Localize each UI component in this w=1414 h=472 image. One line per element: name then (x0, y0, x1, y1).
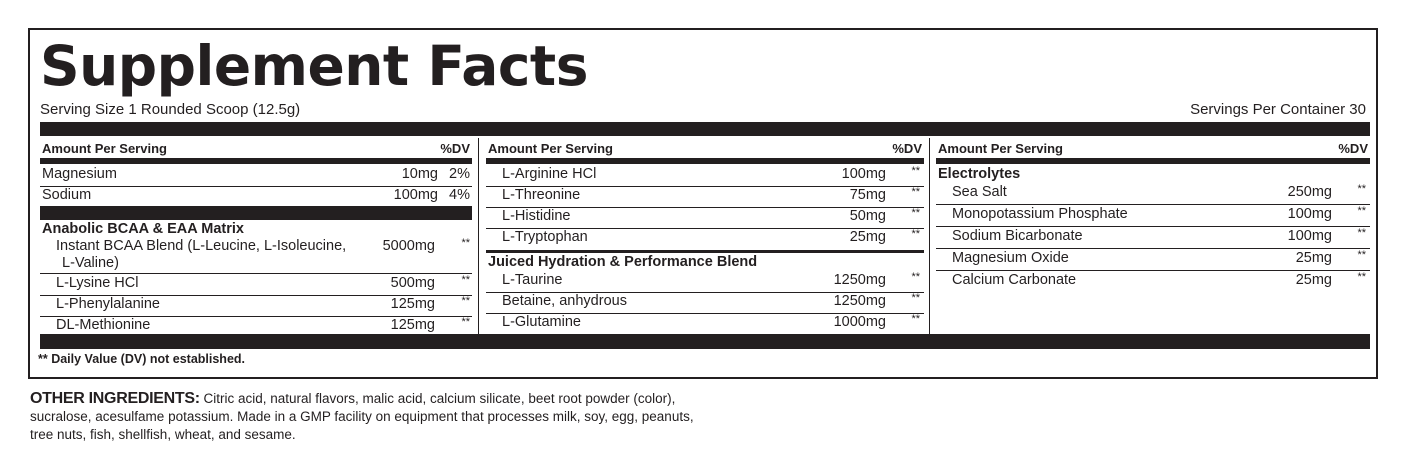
ingredient-name-continued: L-Valine) (62, 255, 119, 271)
ingredient-dv: ** (911, 186, 920, 198)
ingredient-dv: ** (1357, 271, 1366, 283)
ingredient-dv: ** (1357, 183, 1366, 195)
amount-header: Amount Per Serving (488, 141, 613, 156)
header-rule (936, 158, 1370, 164)
other-ingredients-line1: Citric acid, natural flavors, malic acid, calcium silicate, beet root powder (color), (199, 391, 676, 406)
ingredient-row (40, 237, 472, 274)
servings-per-container: Servings Per Container 30 (1190, 101, 1366, 118)
ingredient-amount: 5000mg (382, 238, 435, 254)
ingredient-dv: ** (911, 271, 920, 283)
dv-header: %DV (892, 141, 922, 156)
ingredient-name: Sodium Bicarbonate (952, 228, 1083, 244)
ingredient-row (936, 205, 1370, 227)
section-heading-bcaa: Anabolic BCAA & EAA Matrix (42, 221, 244, 237)
ingredient-row (40, 274, 472, 296)
ingredient-dv: ** (911, 207, 920, 219)
ingredient-name: DL-Methionine (56, 317, 151, 333)
ingredient-row (936, 249, 1370, 271)
ingredient-row (486, 186, 924, 208)
ingredient-row (486, 271, 924, 293)
ingredient-amount: 125mg (390, 317, 435, 333)
ingredient-amount: 25mg (849, 229, 886, 245)
ingredient-dv: ** (1357, 227, 1366, 239)
nutrient-row (40, 165, 472, 187)
nutrient-amount: 10mg (401, 166, 438, 182)
section-heading-hydration: Juiced Hydration & Performance Blend (488, 254, 758, 270)
ingredient-name: L-Phenylalanine (56, 296, 160, 312)
ingredient-name: Monopotassium Phosphate (952, 206, 1128, 222)
ingredient-name: Betaine, anhydrous (502, 293, 627, 309)
ingredient-name: Instant BCAA Blend (L-Leucine, L-Isoleucine, (56, 238, 347, 254)
nutrient-dv: 2% (449, 166, 470, 182)
ingredient-amount: 25mg (1295, 250, 1332, 266)
column-2-header (486, 138, 924, 158)
column-divider (478, 138, 479, 334)
column-divider (929, 138, 930, 334)
amount-header: Amount Per Serving (42, 141, 167, 156)
ingredient-amount: 250mg (1287, 184, 1332, 200)
other-ingredients-line3: tree nuts, fish, shellfish, wheat, and sesame. (30, 427, 296, 442)
section-heading-electrolytes: Electrolytes (938, 166, 1021, 182)
ingredient-dv: ** (461, 295, 470, 307)
column-2 (486, 138, 924, 334)
dv-header: %DV (1338, 141, 1368, 156)
ingredient-name: L-Histidine (502, 208, 571, 224)
column-3 (936, 138, 1370, 334)
ingredient-amount: 100mg (841, 166, 886, 182)
dv-header: %DV (440, 141, 470, 156)
ingredient-dv: ** (1357, 205, 1366, 217)
ingredient-amount: 25mg (1295, 272, 1332, 288)
ingredient-name: L-Taurine (502, 272, 563, 288)
column-3-header (936, 138, 1370, 158)
top-thick-rule (40, 122, 1370, 136)
section-rule (486, 250, 924, 253)
other-ingredients (30, 390, 730, 444)
supplement-facts-panel (28, 28, 1378, 379)
other-ingredients-line2: sucralose, acesulfame potassium. Made in a GMP facility on equipment that processes milk, soy, egg, peanuts, (30, 409, 694, 424)
ingredient-amount: 100mg (1287, 228, 1332, 244)
section-thick-rule (40, 206, 472, 220)
ingredient-dv: ** (911, 228, 920, 240)
ingredient-name: L-Threonine (502, 187, 581, 203)
amount-header: Amount Per Serving (938, 141, 1063, 156)
ingredient-amount: 500mg (390, 275, 435, 291)
ingredient-dv: ** (911, 313, 920, 325)
nutrient-dv: 4% (449, 187, 470, 203)
ingredient-name: Calcium Carbonate (952, 272, 1077, 288)
ingredient-dv: ** (1357, 249, 1366, 261)
header-rule (486, 158, 924, 164)
ingredient-row (486, 228, 924, 249)
ingredient-name: Sea Salt (952, 184, 1007, 200)
ingredient-name: L-Tryptophan (502, 229, 588, 245)
ingredient-row (486, 165, 924, 187)
ingredient-dv: ** (911, 292, 920, 304)
ingredient-name: L-Lysine HCl (56, 275, 139, 291)
ingredient-amount: 1250mg (833, 293, 886, 309)
ingredient-dv: ** (461, 237, 470, 249)
ingredient-amount: 100mg (1287, 206, 1332, 222)
ingredient-name: L-Arginine HCl (502, 166, 597, 182)
dv-footnote: ** Daily Value (DV) not established. (38, 352, 246, 366)
other-ingredients-label: OTHER INGREDIENTS: (30, 390, 200, 407)
ingredient-row (936, 271, 1370, 292)
ingredient-row (40, 295, 472, 317)
nutrient-row (40, 186, 472, 207)
ingredient-row (486, 292, 924, 314)
ingredient-dv: ** (911, 165, 920, 177)
bottom-thick-rule (40, 334, 1370, 349)
nutrient-amount: 100mg (393, 187, 438, 203)
ingredient-row (936, 183, 1370, 205)
serving-size: Serving Size 1 Rounded Scoop (12.5g) (40, 101, 301, 118)
ingredient-amount: 1000mg (833, 314, 886, 330)
ingredient-amount: 75mg (849, 187, 886, 203)
ingredient-row (936, 227, 1370, 249)
ingredient-dv: ** (461, 274, 470, 286)
ingredient-row (486, 313, 924, 334)
ingredient-amount: 125mg (390, 296, 435, 312)
column-1 (40, 138, 472, 334)
panel-title: Supplement Facts (40, 34, 588, 98)
ingredient-dv: ** (461, 316, 470, 328)
nutrient-name: Magnesium (42, 166, 117, 182)
nutrient-name: Sodium (42, 187, 92, 203)
ingredient-row (486, 207, 924, 229)
header-rule (40, 158, 472, 164)
ingredient-name: Magnesium Oxide (952, 250, 1069, 266)
column-1-header (40, 138, 472, 158)
ingredient-name: L-Glutamine (502, 314, 581, 330)
ingredient-amount: 50mg (849, 208, 886, 224)
ingredient-amount: 1250mg (833, 272, 886, 288)
